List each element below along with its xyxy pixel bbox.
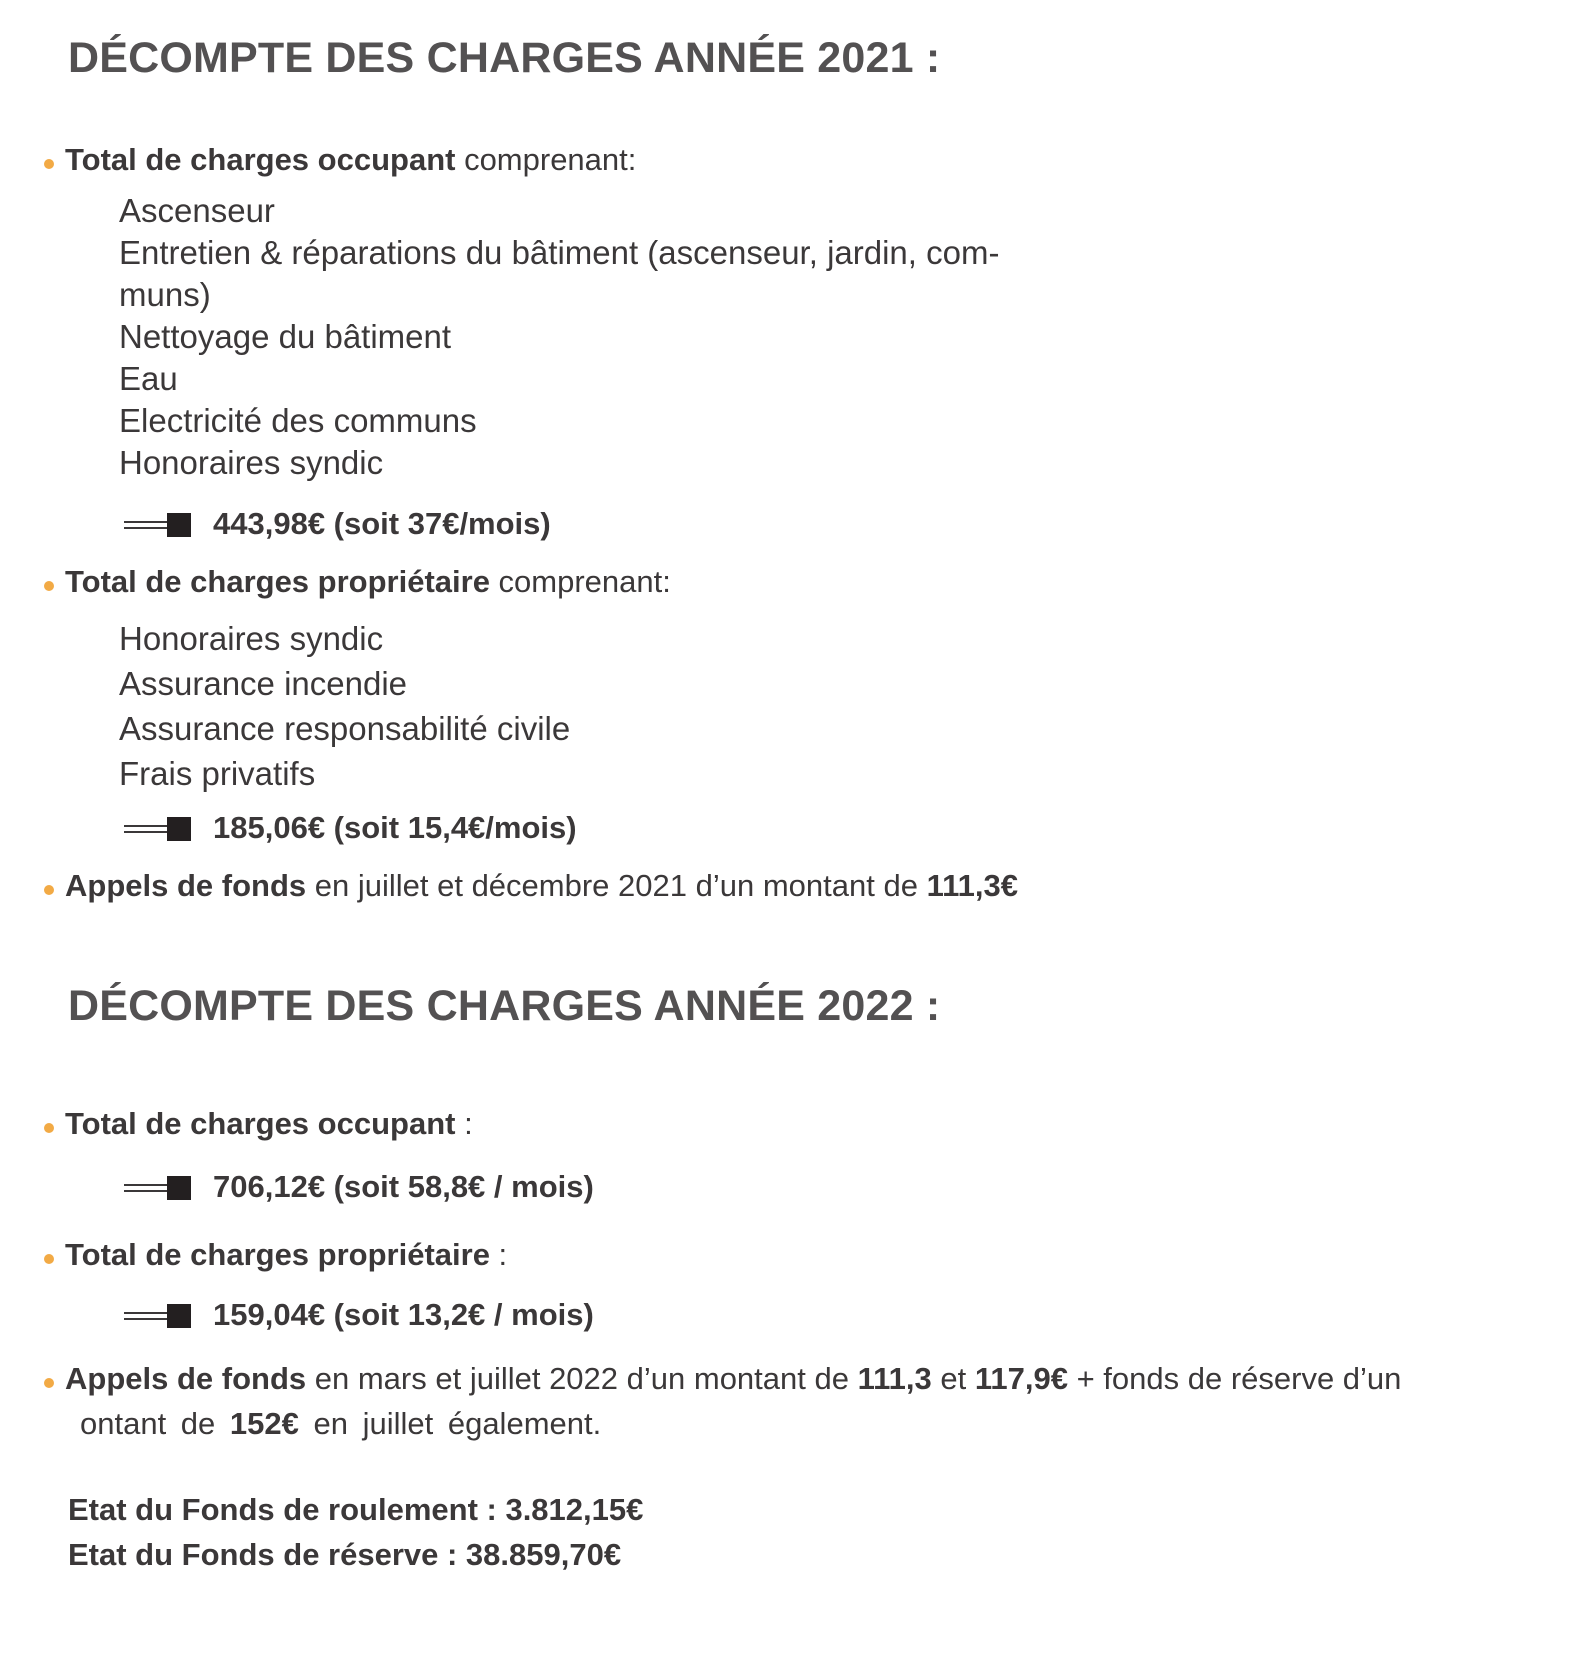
appels-2022-continuation (80, 1402, 601, 1446)
occupant-2021-total: 443,98€ (soit 37€/mois) (213, 506, 551, 541)
occupant-2021-label: Total de charges occupant (65, 142, 456, 177)
proprietaire-2021-suffix: comprenant: (489, 564, 671, 599)
list-item: Assurance incendie (119, 665, 408, 702)
occupant-2021-items (119, 190, 999, 484)
appels-2021-amount: 111,3€ (926, 868, 1018, 903)
list-item: Electricité des communs (119, 402, 477, 439)
bullet-icon (44, 1123, 54, 1133)
appels-2021-text: en juillet et décembre 2021 d’un montant de (306, 868, 927, 903)
occupant-2021-suffix: comprenant: (455, 142, 637, 177)
appels-2022-amount2: 117,9€ (974, 1361, 1068, 1396)
bullet-icon (44, 581, 54, 591)
bullet-icon (44, 1254, 54, 1264)
appels-2022-line2-a: ontant de (80, 1406, 230, 1441)
appels-2022-text2: et (931, 1361, 975, 1396)
occupant-2022-label: Total de charges occupant (65, 1106, 456, 1141)
list-item: Ascenseur (119, 192, 275, 229)
proprietaire-2022-suffix: : (489, 1237, 508, 1272)
bullet-icon (44, 885, 54, 895)
proprietaire-2022-label: Total de charges propriétaire (65, 1237, 490, 1272)
proprietaire-2022-total-line (124, 1295, 594, 1335)
appels-2022-line2-amount: 152€ (229, 1406, 299, 1441)
list-item: Assurance responsabilité civile (119, 710, 571, 747)
arrow-icon (124, 817, 191, 841)
appels-2021-label: Appels de fonds (65, 868, 307, 903)
proprietaire-2021-line (44, 560, 671, 604)
proprietaire-2021-total-line (124, 808, 577, 848)
appels-2022-line (44, 1357, 1401, 1401)
appels-2022-text3: + fonds de réserve d’un (1067, 1361, 1402, 1396)
appels-2022-label: Appels de fonds (65, 1361, 307, 1396)
occupant-2022-total: 706,12€ (soit 58,8€ / mois) (213, 1169, 594, 1204)
fonds-roulement: Etat du Fonds de roulement : 3.812,15€ (68, 1492, 644, 1527)
list-item: muns) (119, 276, 211, 313)
occupant-2022-total-line (124, 1167, 594, 1207)
proprietaire-2021-total: 185,06€ (soit 15,4€/mois) (213, 810, 577, 845)
proprietaire-2022-total: 159,04€ (soit 13,2€ / mois) (213, 1297, 594, 1332)
appels-2021-line (44, 864, 1018, 908)
arrow-icon (124, 1176, 191, 1200)
appels-2022-line2-b: en juillet également. (298, 1406, 602, 1441)
fonds-reserve: Etat du Fonds de réserve : 38.859,70€ (68, 1537, 622, 1572)
list-item: Nettoyage du bâtiment (119, 318, 452, 355)
list-item: Honoraires syndic (119, 620, 384, 657)
heading-2021: DÉCOMPTE DES CHARGES ANNÉE 2021 : (68, 34, 941, 82)
bullet-icon (44, 1378, 54, 1388)
list-item: Eau (119, 360, 178, 397)
occupant-2021-total-line (124, 504, 551, 544)
occupant-2022-suffix: : (455, 1106, 473, 1141)
proprietaire-2022-line (44, 1233, 507, 1277)
appels-2022-text1: en mars et juillet 2022 d’un montant de (306, 1361, 858, 1396)
occupant-2022-line (44, 1102, 473, 1146)
arrow-icon (124, 513, 191, 537)
proprietaire-2021-label: Total de charges propriétaire (65, 564, 490, 599)
heading-2022: DÉCOMPTE DES CHARGES ANNÉE 2022 : (68, 982, 941, 1030)
list-item: Entretien & réparations du bâtiment (ascenseur, jardin, com- (119, 234, 1000, 271)
arrow-icon (124, 1304, 191, 1328)
bullet-icon (44, 159, 54, 169)
appels-2022-amount1: 111,3 (857, 1361, 932, 1396)
list-item: Frais privatifs (119, 755, 316, 792)
occupant-2021-line (44, 138, 636, 182)
proprietaire-2021-items (119, 616, 570, 796)
list-item: Honoraires syndic (119, 444, 384, 481)
